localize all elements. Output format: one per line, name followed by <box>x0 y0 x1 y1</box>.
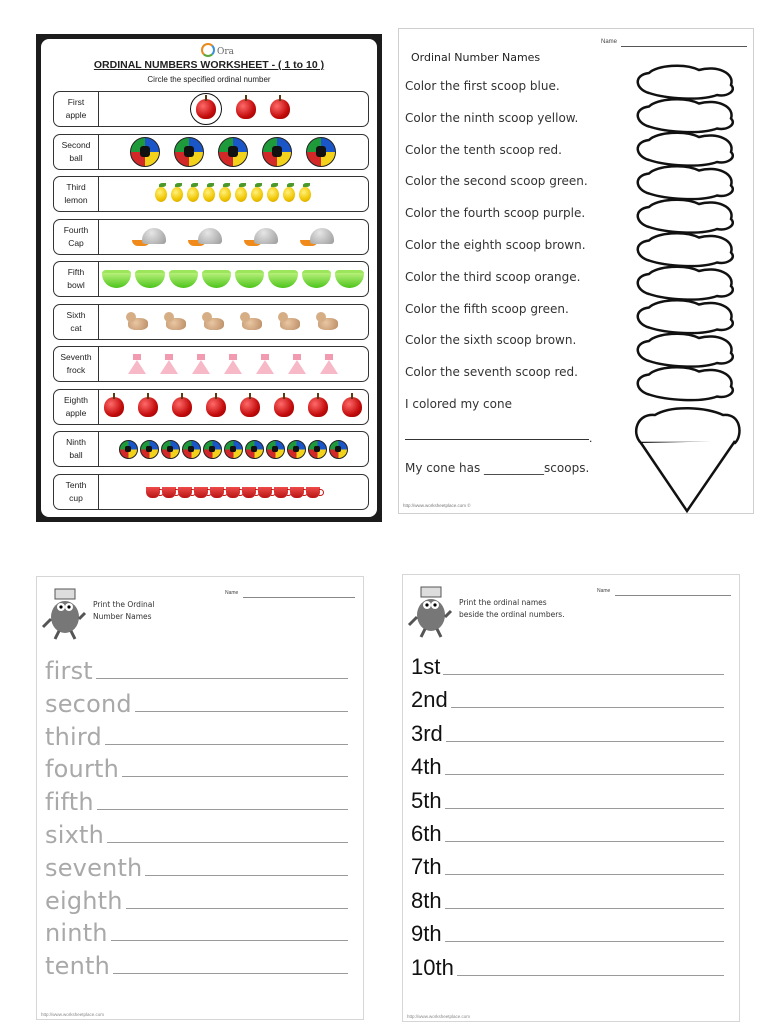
scoop-shape[interactable] <box>638 133 733 166</box>
ordinal-row <box>411 950 729 980</box>
trace-word: tenth <box>45 952 111 981</box>
instruction-line: Color the tenth scoop red. <box>405 142 562 157</box>
trace-row <box>45 915 351 948</box>
cat-icon <box>278 312 302 332</box>
lemon-icon <box>187 187 199 202</box>
lemon-icon <box>155 187 167 202</box>
trace-row <box>45 719 351 749</box>
name-label: Name <box>225 590 239 596</box>
name-line <box>615 595 731 596</box>
apple-icon <box>236 99 256 119</box>
writing-line[interactable] <box>445 941 724 942</box>
instruction-line: Color the second scoop green. <box>405 174 588 189</box>
ball-icon <box>329 440 348 459</box>
apple-icon <box>206 397 226 417</box>
writing-line[interactable] <box>445 841 724 842</box>
frock-icon <box>288 354 306 374</box>
trace-row <box>45 850 351 880</box>
ordinal-number: 2nd <box>411 687 448 713</box>
lemon-icon <box>235 187 247 202</box>
row-items <box>102 262 364 296</box>
frock-icon <box>320 354 338 374</box>
row-items <box>102 347 364 381</box>
ball-icon <box>266 440 285 459</box>
name-line <box>243 597 355 598</box>
trace-word: ninth <box>45 919 108 948</box>
answer-blank <box>405 439 589 440</box>
ball-icon <box>224 440 243 459</box>
row-items <box>102 177 364 211</box>
bowl-icon <box>202 270 231 288</box>
writing-line[interactable] <box>445 908 724 909</box>
ordinal-numbers-worksheet <box>402 574 740 1022</box>
writing-line[interactable] <box>105 744 348 745</box>
ordinal-row <box>411 816 729 846</box>
row-label: Fifth bowl <box>54 262 99 296</box>
instruction-text: Print the ordinal names beside the ordinal numbers. <box>459 598 565 619</box>
ordinal-number: 7th <box>411 854 442 880</box>
trace-row <box>45 686 351 716</box>
cat-icon <box>164 312 188 332</box>
name-label: Name <box>601 39 618 45</box>
instruction-line: I colored my cone <box>405 397 512 411</box>
ordinal-row <box>411 716 729 746</box>
monster-mascot-icon <box>407 581 453 639</box>
ordinal-row <box>53 91 369 127</box>
frock-icon <box>128 354 146 374</box>
writing-line[interactable] <box>113 973 348 974</box>
ball-icon <box>119 440 138 459</box>
trace-row <box>45 751 351 784</box>
ball-icon <box>140 440 159 459</box>
apple-icon <box>138 397 158 417</box>
row-items <box>102 475 364 509</box>
instruction-text: Print the Ordinal Number Names <box>93 600 155 621</box>
trace-row <box>45 653 351 683</box>
footer-url: http://www.worksheetplace.com © <box>403 503 471 508</box>
worksheet-title: ORDINAL NUMBERS WORKSHEET - ( 1 to 10 ) <box>93 59 325 71</box>
apple-icon <box>308 397 328 417</box>
cap-icon <box>188 228 222 246</box>
cup-icon <box>242 485 256 498</box>
frock-icon <box>160 354 178 374</box>
writing-line[interactable] <box>122 776 348 777</box>
ordinal-number: 8th <box>411 887 442 913</box>
worksheet-subtitle: Circle the specified ordinal number <box>147 75 271 84</box>
scoop-shape[interactable] <box>638 166 733 199</box>
scoop-shape[interactable] <box>638 367 733 400</box>
ordinal-row <box>53 176 369 212</box>
row-items <box>102 305 364 339</box>
ordinal-number: 3rd <box>411 720 443 746</box>
ball-icon <box>308 440 327 459</box>
writing-line[interactable] <box>445 774 724 775</box>
trace-row <box>45 817 351 847</box>
cup-icon <box>274 485 288 498</box>
lemon-icon <box>267 187 279 202</box>
writing-line[interactable] <box>457 975 724 976</box>
row-items <box>102 135 364 169</box>
scoop-shape[interactable] <box>638 300 733 333</box>
writing-line[interactable] <box>443 674 724 675</box>
ordinal-row <box>411 849 729 879</box>
ball-icon <box>130 137 160 167</box>
worksheet-card <box>41 39 377 517</box>
scoop-count-line: My cone has __________scoops. <box>405 461 590 475</box>
instruction-line: Color the first scoop blue. <box>405 79 560 93</box>
ball-icon <box>287 440 306 459</box>
writing-line[interactable] <box>111 940 348 941</box>
row-label: Second ball <box>54 135 99 169</box>
scoop-shape[interactable] <box>638 200 733 233</box>
row-items <box>102 92 364 126</box>
row-label: Ninth ball <box>54 432 99 466</box>
trace-word: first <box>45 657 93 685</box>
trace-word: fourth <box>45 755 120 784</box>
logo-text: Ora <box>217 47 235 57</box>
circled-answer[interactable] <box>190 93 222 125</box>
writing-line[interactable] <box>145 875 348 876</box>
row-items <box>102 390 364 424</box>
ordinal-row <box>53 219 369 255</box>
cup-icon <box>306 485 320 498</box>
instruction-line: Color the fifth scoop green. <box>405 301 569 316</box>
row-label: Sixth cat <box>54 305 99 339</box>
cup-icon <box>258 485 272 498</box>
ordinal-row <box>53 474 369 510</box>
writing-line[interactable] <box>446 741 724 742</box>
instruction-line: Color the sixth scoop brown. <box>405 333 577 348</box>
cat-icon <box>240 312 264 332</box>
apple-icon <box>274 397 294 417</box>
writing-line[interactable] <box>445 808 724 809</box>
ordinal-row <box>411 682 729 712</box>
cup-icon <box>210 485 224 498</box>
ordinal-row <box>411 649 729 679</box>
writing-line[interactable] <box>445 874 724 875</box>
instruction-line: Color the eighth scoop brown. <box>405 238 586 252</box>
trace-row <box>45 883 351 913</box>
ordinal-row <box>53 261 369 297</box>
frock-icon <box>224 354 242 374</box>
logo-ring-icon <box>201 43 215 57</box>
row-items <box>102 220 364 254</box>
bowl-icon <box>102 270 131 288</box>
row-items <box>102 432 364 466</box>
cat-icon <box>316 312 340 332</box>
ball-icon <box>262 137 292 167</box>
ordinal-number: 9th <box>411 921 442 947</box>
ordinal-row <box>411 749 729 779</box>
bowl-icon <box>302 270 331 288</box>
ordinal-row <box>411 783 729 813</box>
scoop-shape[interactable] <box>638 334 733 367</box>
scoop-shape[interactable] <box>638 267 733 300</box>
writing-line[interactable] <box>96 678 348 679</box>
bowl-icon <box>268 270 297 288</box>
cap-icon <box>132 228 166 246</box>
answer-period: . <box>589 431 593 445</box>
footer-url: http://www.worksheetplace.com <box>407 1014 471 1019</box>
footer-url: http://www.worksheetplace.com <box>41 1012 105 1017</box>
ordinal-row <box>53 304 369 340</box>
ordinal-row <box>53 134 369 170</box>
cup-icon <box>162 485 176 498</box>
trace-word: sixth <box>45 821 104 849</box>
writing-line[interactable] <box>135 711 348 712</box>
row-label: Eighth apple <box>54 390 99 424</box>
writing-line[interactable] <box>97 809 348 810</box>
trace-word: second <box>45 689 132 718</box>
instruction-line: Color the ninth scoop yellow. <box>405 110 579 125</box>
bowl-icon <box>169 270 198 288</box>
ordinal-number: 4th <box>411 754 442 780</box>
cat-icon <box>202 312 226 332</box>
lemon-icon <box>219 187 231 202</box>
ball-icon <box>218 137 248 167</box>
worksheet-logo <box>201 43 234 57</box>
writing-line[interactable] <box>126 908 348 909</box>
ordinal-row <box>411 916 729 946</box>
writing-line[interactable] <box>451 707 724 708</box>
trace-word: fifth <box>45 788 94 817</box>
apple-icon <box>270 99 290 119</box>
cat-icon <box>126 312 150 332</box>
ordinal-row <box>411 883 729 913</box>
lemon-icon <box>299 187 311 202</box>
writing-line[interactable] <box>107 842 348 843</box>
row-label: Seventh frock <box>54 347 99 381</box>
lemon-icon <box>283 187 295 202</box>
bowl-icon <box>335 270 364 288</box>
frock-icon <box>256 354 274 374</box>
ball-icon <box>245 440 264 459</box>
scoop-shape[interactable] <box>638 66 733 99</box>
instruction-line: Color the fourth scoop purple. <box>405 206 586 221</box>
trace-ordinal-words-worksheet <box>36 576 364 1020</box>
ordinal-row <box>53 346 369 382</box>
row-label: Third lemon <box>54 177 99 211</box>
ordinal-row <box>53 431 369 467</box>
cup-icon <box>194 485 208 498</box>
row-label: Fourth Cap <box>54 220 99 254</box>
circle-ordinal-worksheet <box>36 34 382 522</box>
bowl-icon <box>135 270 164 288</box>
ball-icon <box>203 440 222 459</box>
trace-row <box>45 784 351 817</box>
instruction-line: Color the seventh scoop red. <box>405 365 578 380</box>
ordinal-row <box>53 389 369 425</box>
scoop-shape[interactable] <box>638 99 733 132</box>
ordinal-number: 6th <box>411 821 442 846</box>
apple-icon <box>104 397 124 417</box>
trace-word: seventh <box>45 853 143 882</box>
trace-word: eighth <box>45 886 123 915</box>
apple-icon <box>342 397 362 417</box>
row-label: First apple <box>54 92 99 126</box>
ordinal-number: 1st <box>411 654 441 679</box>
instruction-line: Color the third scoop orange. <box>405 269 581 284</box>
apple-icon <box>240 397 260 417</box>
monster-mascot-icon <box>41 583 87 641</box>
ball-icon <box>306 137 336 167</box>
cup-icon <box>290 485 304 498</box>
bowl-icon <box>235 270 264 288</box>
cup-icon <box>146 485 160 498</box>
ordinal-number: 5th <box>411 787 442 813</box>
cone-shape <box>641 441 735 511</box>
name-label: Name <box>597 588 611 594</box>
frock-icon <box>192 354 210 374</box>
row-label: Tenth cup <box>54 475 99 509</box>
scoop-shape[interactable] <box>638 233 733 266</box>
trace-row <box>45 948 351 981</box>
cup-icon <box>226 485 240 498</box>
cap-icon <box>300 228 334 246</box>
scoop-shape[interactable] <box>636 408 739 443</box>
name-line <box>621 46 747 47</box>
ball-icon <box>174 137 204 167</box>
worksheet-title: Ordinal Number Names <box>411 51 541 64</box>
ice-cream-worksheet <box>398 28 754 514</box>
ordinal-number: 10th <box>411 954 454 980</box>
ice-cream-cone-icon <box>627 53 747 513</box>
ball-icon <box>161 440 180 459</box>
apple-icon <box>172 397 192 417</box>
cup-icon <box>178 485 192 498</box>
ball-icon <box>182 440 201 459</box>
lemon-icon <box>203 187 215 202</box>
lemon-icon <box>251 187 263 202</box>
trace-word: third <box>45 722 102 751</box>
lemon-icon <box>171 187 183 202</box>
cap-icon <box>244 228 278 246</box>
apple-icon <box>196 99 216 119</box>
